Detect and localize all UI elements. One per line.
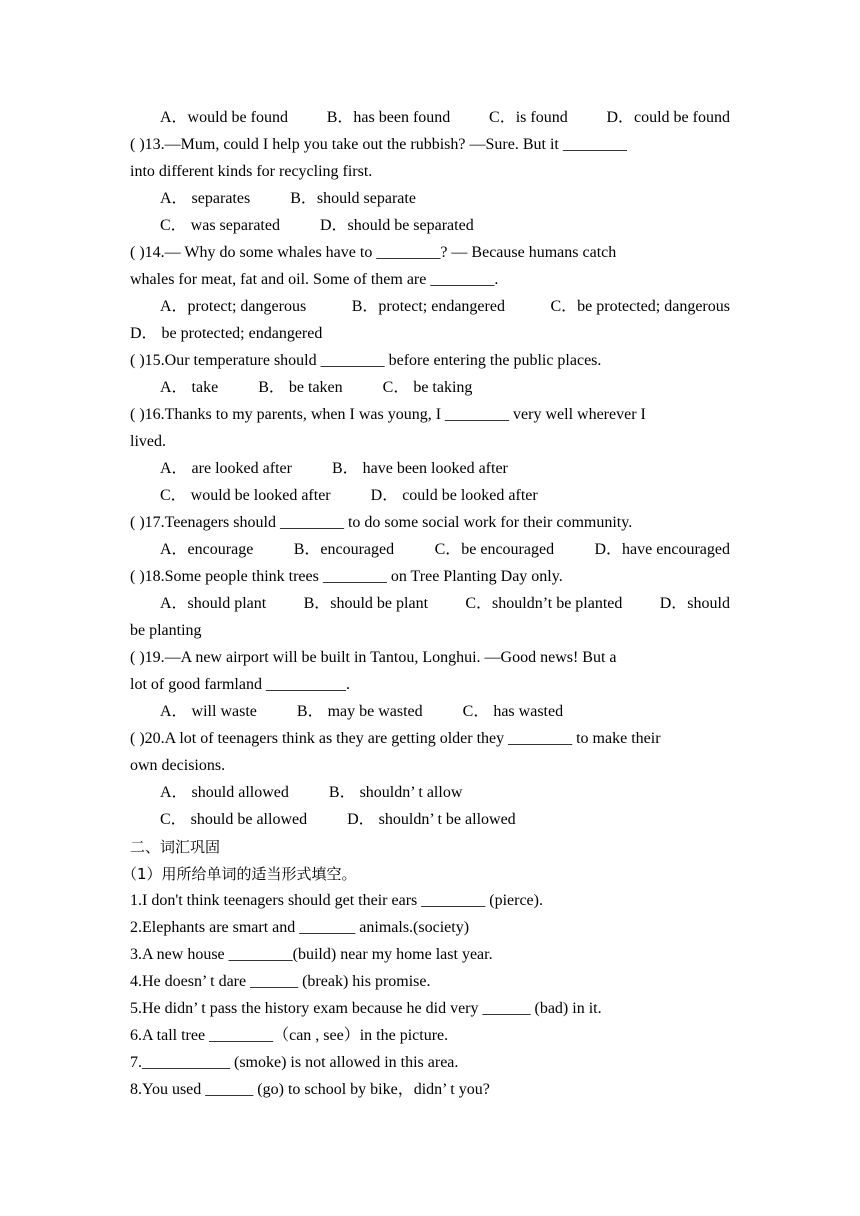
q20-option-b: B． shouldn’ t allow [328, 784, 463, 801]
q17-option-d: D．have encouraged [594, 541, 730, 558]
q19-option-a: A． will waste [160, 703, 257, 720]
q20-stem-line2: own decisions. [130, 757, 226, 774]
q12-option-d: D．could be found [606, 109, 730, 126]
q14-option-b: B．protect; endangered [351, 298, 505, 315]
q18-options [160, 594, 730, 614]
q18-stem: ( )18.Some people think trees ________ on Tree Planting Day only. [130, 568, 563, 585]
q13-option-c: C． was separated [160, 217, 280, 234]
q14-stem-line1: ( )14.— Why do some whales have to ________? — Because humans catch [130, 244, 617, 261]
section-title: 二、词汇巩固 [130, 838, 221, 856]
q13-option-b: B．should separate [290, 190, 416, 207]
q20-options-row2 [160, 810, 516, 830]
q12-option-c: C．is found [489, 109, 568, 126]
q15-options [160, 378, 472, 398]
q13-options-row1 [160, 189, 416, 209]
q18-option-a: A．should plant [160, 595, 267, 612]
q15-stem: ( )15.Our temperature should ________ before entering the public places. [130, 352, 602, 369]
q14-option-d: D． be protected; endangered [130, 325, 323, 342]
vocab-item-2: 2.Elephants are smart and _______ animals.(society) [130, 919, 470, 936]
q19-option-c: C． has wasted [462, 703, 564, 720]
q14-option-a: A．protect; dangerous [160, 298, 307, 315]
q16-options-row1 [160, 459, 508, 479]
q13-option-d: D．should be separated [319, 217, 474, 234]
q17-option-c: C．be encouraged [434, 541, 555, 558]
q18-option-b: B．should be plant [303, 595, 429, 612]
q13-stem-line1: ( )13.—Mum, could I help you take out the rubbish? —Sure. But it ________ [130, 136, 627, 153]
q18-option-d-continued: be planting [130, 622, 202, 639]
q17-option-a: A．encourage [160, 541, 254, 558]
q13-options-row2 [160, 216, 474, 236]
q14-option-c: C．be protected; dangerous [550, 298, 730, 315]
vocab-item-4: 4.He doesn’ t dare ______ (break) his promise. [130, 973, 431, 990]
q12-option-a: A．would be found [160, 109, 288, 126]
q18-option-d: D．should [659, 595, 730, 612]
q17-stem: ( )17.Teenagers should ________ to do some social work for their community. [130, 514, 633, 531]
q14-options-row1 [160, 297, 730, 317]
vocab-item-3: 3.A new house ________(build) near my home last year. [130, 946, 493, 963]
vocab-item-5: 5.He didn’ t pass the history exam because he did very ______ (bad) in it. [130, 1000, 602, 1017]
vocab-item-1: 1.I don't think teenagers should get their ears ________ (pierce). [130, 892, 543, 909]
q17-option-b: B．encouraged [293, 541, 395, 558]
q13-stem-line2: into different kinds for recycling first. [130, 163, 373, 180]
q19-option-b: B． may be wasted [296, 703, 423, 720]
q20-option-a: A． should allowed [160, 784, 289, 801]
q16-option-b: B． have been looked after [331, 460, 508, 477]
q19-options [160, 702, 563, 722]
q14-stem-line2: whales for meat, fat and oil. Some of them are ________. [130, 271, 499, 288]
vocab-item-8: 8.You used ______ (go) to school by bike，didn’ t you? [130, 1081, 490, 1098]
q12-option-b: B．has been found [326, 109, 451, 126]
q16-option-d: D． could be looked after [370, 487, 538, 504]
q16-stem-line1: ( )16.Thanks to my parents, when I was young, I ________ very well wherever I [130, 406, 646, 423]
q15-option-c: C． be taking [382, 379, 473, 396]
q15-option-b: B． be taken [258, 379, 343, 396]
q17-options [160, 540, 730, 560]
q18-option-c: C．shouldn’t be planted [465, 595, 623, 612]
q19-stem-line2: lot of good farmland __________. [130, 676, 350, 693]
q20-stem-line1: ( )20.A lot of teenagers think as they are getting older they ________ to make their [130, 730, 661, 747]
q20-option-d: D． shouldn’ t be allowed [347, 811, 516, 828]
section-subtitle: （1）用所给单词的适当形式填空。 [122, 865, 357, 883]
q16-option-a: A． are looked after [160, 460, 292, 477]
q19-stem-line1: ( )19.—A new airport will be built in Tantou, Longhui. —Good news! But a [130, 649, 617, 666]
q15-option-a: A． take [160, 379, 219, 396]
q16-stem-line2: lived. [130, 433, 166, 450]
q13-option-a: A． separates [160, 190, 251, 207]
q12-options [160, 108, 730, 128]
q16-option-c: C． would be looked after [160, 487, 331, 504]
vocab-item-7: 7.___________ (smoke) is not allowed in this area. [130, 1054, 459, 1071]
vocab-item-6: 6.A tall tree ________（can , see）in the picture. [130, 1027, 449, 1044]
q20-options-row1 [160, 783, 462, 803]
q16-options-row2 [160, 486, 538, 506]
q20-option-c: C． should be allowed [160, 811, 308, 828]
